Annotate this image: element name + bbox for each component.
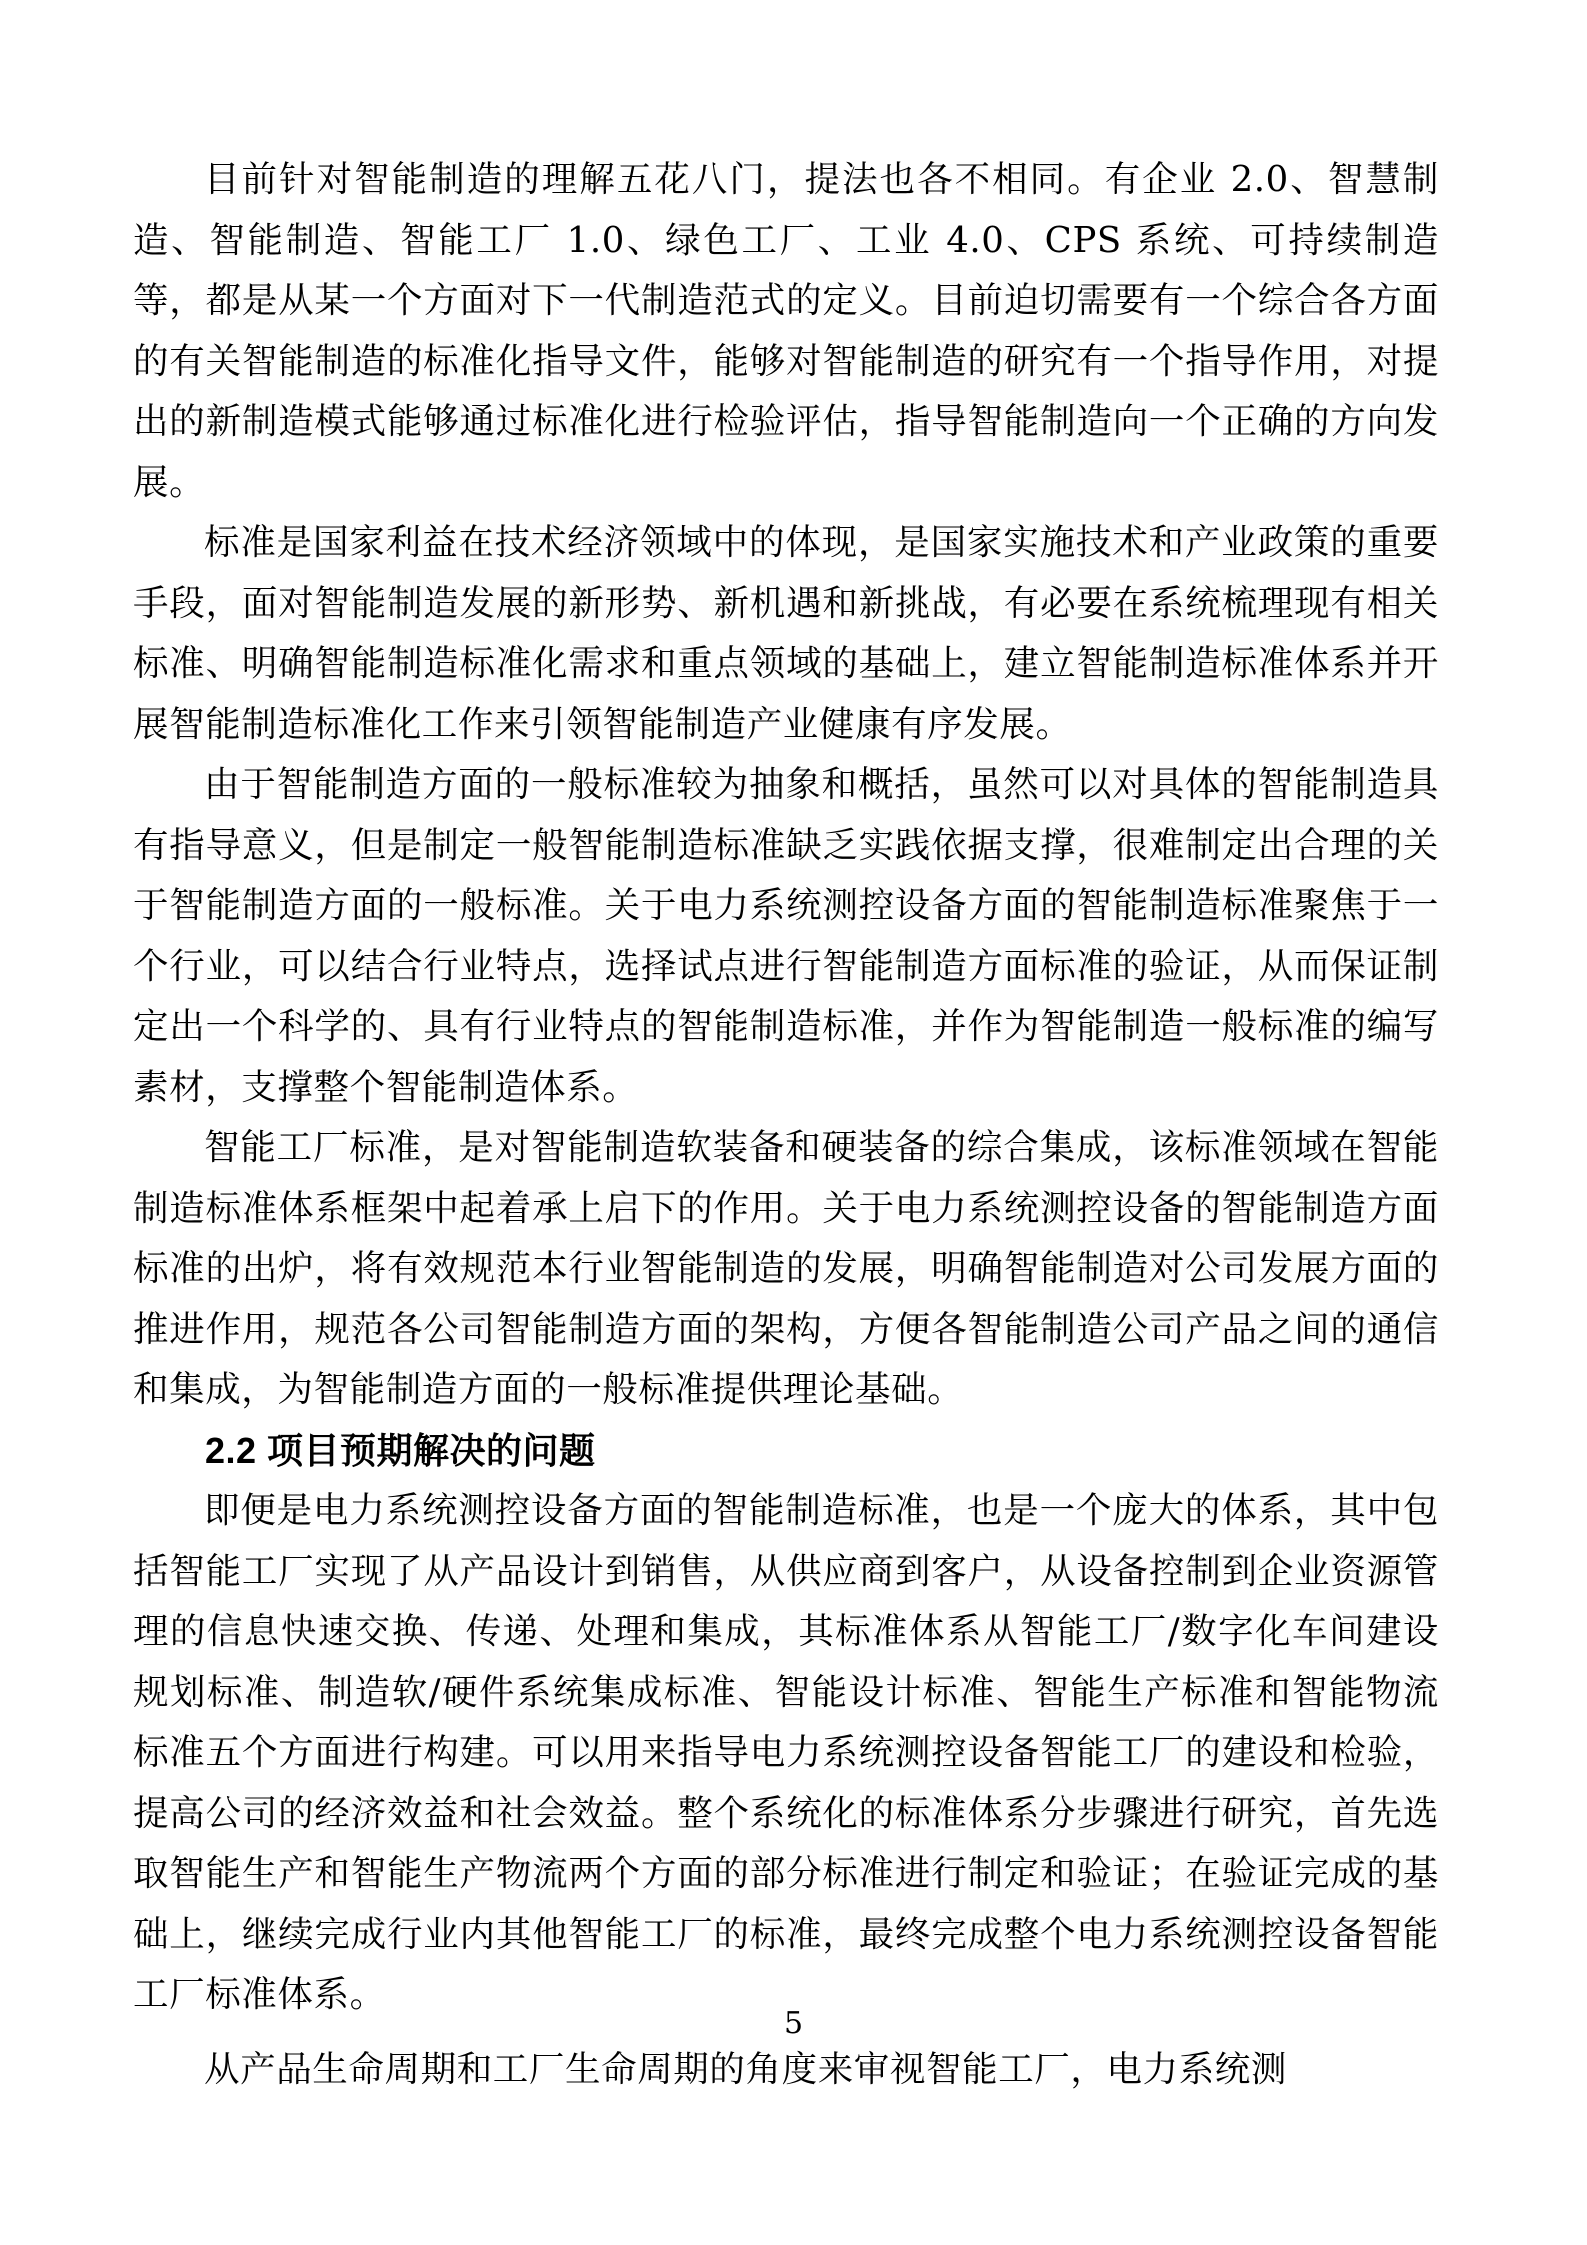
page-content [133, 150, 1439, 2100]
paragraph-6: 从产品生命周期和工厂生命周期的角度来审视智能工厂，电力系统测 [204, 2048, 1288, 2090]
page-number: 5 [783, 2006, 804, 2041]
section-heading-2-2: 2.2 项目预期解决的问题 [205, 1429, 596, 1471]
paragraph-5: 即便是电力系统测控设备方面的智能制造标准，也是一个庞大的体系，其中包括智能工厂实现了从产品设计到销售，从供应商到客户，从设备控制到企业资源管理的信息快速交换、传递、处理和集成，其标准体系从智能工厂/数字化车间建设规划标准、制造软/硬件系统集成标准、智能设计标准、智能生产标准和智能物流标准五个方面进行构建。可以用来指导电力系统测控设备智能工厂的建设和检验，提高公司的经济效益和社会效益。整个系统化的标准体系分步骤进行研究，首先选取智能生产和智能生产物流两个方面的部分标准进行制定和验证；在验证完成的基础上，继续完成行业内其他智能工厂的标准，最终完成整个电力系统测控设备智能工厂标准体系。 [133, 1490, 1439, 2015]
paragraph-3: 由于智能制造方面的一般标准较为抽象和概括，虽然可以对具体的智能制造具有指导意义，但是制定一般智能制造标准缺乏实践依据支撑，很难制定出合理的关于智能制造方面的一般标准。关于电力系统测控设备方面的智能制造标准聚焦于一个行业，可以结合行业特点，选择试点进行智能制造方面标准的验证，从而保证制定出一个科学的、具有行业特点的智能制造标准，并作为智能制造一般标准的编写素材，支撑整个智能制造体系。 [133, 764, 1439, 1108]
paragraph-1: 目前针对智能制造的理解五花八门，提法也各不相同。有企业 2.0、智慧制造、智能制造、智能工厂 1.0、绿色工厂、工业 4.0、CPS 系统、可持续制造等，都是从某一个方面对下一代制造范式的定义。目前迫切需要有一个综合各方面的有关智能制造的标准化指导文件，能够对智能制造的研究有一个指导作用，对提出的新制造模式能够通过标准化进行检验评估，指导智能制造向一个正确的方向发展。 [133, 159, 1439, 503]
paragraph-4: 智能工厂标准，是对智能制造软装备和硬装备的综合集成，该标准领域在智能制造标准体系框架中起着承上启下的作用。关于电力系统测控设备的智能制造方面标准的出炉，将有效规范本行业智能制造的发展，明确智能制造对公司发展方面的推进作用，规范各公司智能制造方面的架构，方便各智能制造公司产品之间的通信和集成，为智能制造方面的一般标准提供理论基础。 [133, 1127, 1439, 1410]
paragraph-2: 标准是国家利益在技术经济领域中的体现，是国家实施技术和产业政策的重要手段，面对智能制造发展的新形势、新机遇和新挑战，有必要在系统梳理现有相关标准、明确智能制造标准化需求和重点领域的基础上，建立智能制造标准体系并开展智能制造标准化工作来引领智能制造产业健康有序发展。 [133, 522, 1439, 745]
